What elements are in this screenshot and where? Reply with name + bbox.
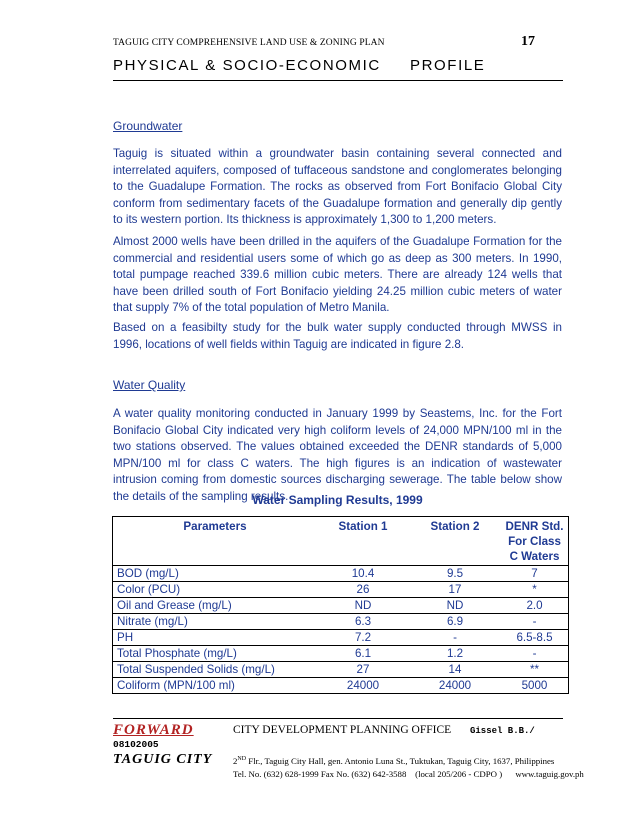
row-station-2: 9.5 bbox=[409, 566, 501, 582]
table-row bbox=[113, 614, 569, 630]
groundwater-heading: Groundwater bbox=[113, 119, 183, 133]
water-quality-heading: Water Quality bbox=[113, 378, 186, 392]
row-denr-std: - bbox=[501, 646, 569, 662]
row-denr-std: 2.0 bbox=[501, 598, 569, 614]
row-station-1: 6.1 bbox=[317, 646, 409, 662]
water-quality-paragraph: A water quality monitoring conducted in January 1999 by Seastems, Inc. for the Fort Bonifacio Global City indicated very high coliform levels of 24,000 MPN/100 ml in the two stations observed. The values obtained exceeded the DENR standards of 5,000 MPN/100 ml for class C waters. The high figures is an indication of wastewater intrusion coming from domestic sources discharging sewerage. The table below show the details of the sampling results. bbox=[113, 407, 562, 503]
taguig-city-logo: TAGUIG CITY bbox=[113, 752, 213, 767]
row-denr-std: - bbox=[501, 614, 569, 630]
row-parameter: BOD (mg/L) bbox=[113, 566, 318, 582]
forward-logo: FORWARD bbox=[113, 722, 194, 738]
row-station-1: 10.4 bbox=[317, 566, 409, 582]
section-title: PHYSICAL & SOCIO-ECONOMIC bbox=[113, 57, 381, 74]
row-parameter: Oil and Grease (mg/L) bbox=[113, 598, 318, 614]
table-row bbox=[113, 630, 569, 646]
row-denr-std: 7 bbox=[501, 566, 569, 582]
row-parameter: PH bbox=[113, 630, 318, 646]
address-floor: 2 bbox=[233, 756, 238, 766]
table-row bbox=[113, 662, 569, 678]
row-parameter: Nitrate (mg/L) bbox=[113, 614, 318, 630]
groundwater-paragraph-1: Taguig is situated within a groundwater basin containing several connected and interrelated aquifers, composed of tuffaceous sandstone and conglomerates belonging to the Guadalupe Formation. The rocks as observed from Fort Bonifacio Global City conform from sedimentary facets of the Guadalupe formation and generally dip gently to its western portion. Its thickness is approximately 1,300 to 1,200 meters. bbox=[113, 147, 562, 227]
table-header-row bbox=[113, 517, 569, 566]
row-station-1: 7.2 bbox=[317, 630, 409, 646]
section-title-right: PROFILE bbox=[410, 57, 486, 74]
author-initials: Gissel B.B./ bbox=[470, 726, 535, 736]
footer-divider bbox=[113, 718, 563, 719]
header-divider bbox=[113, 80, 563, 81]
groundwater-paragraph-3: Based on a feasibilty study for the bulk water supply conducted through MWSS in 1996, locations of well fields within Taguig are indicated in figure 2.8. bbox=[113, 321, 562, 351]
document-code: 08102005 bbox=[113, 739, 159, 750]
office-address bbox=[233, 756, 554, 766]
row-denr-std: ** bbox=[501, 662, 569, 678]
table-row bbox=[113, 646, 569, 662]
row-station-2: 17 bbox=[409, 582, 501, 598]
row-parameter: Color (PCU) bbox=[113, 582, 318, 598]
row-station-1: ND bbox=[317, 598, 409, 614]
table-row bbox=[113, 598, 569, 614]
row-parameter: Total Suspended Solids (mg/L) bbox=[113, 662, 318, 678]
address-text: Flr., Taguig City Hall, gen. Antonio Luna St., Tuktukan, Taguig City, 1637, Philippines bbox=[246, 756, 555, 766]
table-row bbox=[113, 678, 569, 694]
table-caption: Water Sampling Results, 1999 bbox=[252, 493, 423, 507]
row-station-1: 27 bbox=[317, 662, 409, 678]
row-station-2: 1.2 bbox=[409, 646, 501, 662]
header-parameters: Parameters bbox=[183, 520, 247, 533]
table-row bbox=[113, 582, 569, 598]
row-station-2: - bbox=[409, 630, 501, 646]
row-station-2: 14 bbox=[409, 662, 501, 678]
header-denr-std: DENR Std. For Class C Waters bbox=[505, 520, 564, 563]
page-number: 17 bbox=[521, 34, 535, 49]
row-station-1: 6.3 bbox=[317, 614, 409, 630]
row-station-2: 24000 bbox=[409, 678, 501, 694]
groundwater-paragraph-2: Almost 2000 wells have been drilled in the aquifers of the Guadalupe Formation for the commercial and residential users some of which go as deep as 300 meters. In 1990, total pumpage reached 339.6 million cubic meters. There are already 124 wells that have been drilled south of Fort Bonifacio yielding 24.25 million cubic meters of water that supply 7% of the total population of Metro Manila. bbox=[113, 235, 562, 315]
header-station-1: Station 1 bbox=[338, 520, 388, 533]
row-station-2: 6.9 bbox=[409, 614, 501, 630]
row-parameter: Coliform (MPN/100 ml) bbox=[113, 678, 318, 694]
row-station-2: ND bbox=[409, 598, 501, 614]
table-row bbox=[113, 566, 569, 582]
row-denr-std: 6.5-8.5 bbox=[501, 630, 569, 646]
row-parameter: Total Phosphate (mg/L) bbox=[113, 646, 318, 662]
header-station-2: Station 2 bbox=[430, 520, 480, 533]
plan-title: TAGUIG CITY COMPREHENSIVE LAND USE & ZONING PLAN bbox=[113, 38, 385, 48]
row-denr-std: * bbox=[501, 582, 569, 598]
row-denr-std: 5000 bbox=[501, 678, 569, 694]
contact-numbers: Tel. No. (632) 628-1999 Fax No. (632) 642-3588 (local 205/206 - CDPO ) www.taguig.gov.ph bbox=[233, 769, 584, 779]
office-name: CITY DEVELOPMENT PLANNING OFFICE bbox=[233, 724, 452, 736]
row-station-1: 26 bbox=[317, 582, 409, 598]
water-sampling-table bbox=[112, 516, 569, 694]
address-ordinal: ND bbox=[237, 756, 247, 763]
row-station-1: 24000 bbox=[317, 678, 409, 694]
